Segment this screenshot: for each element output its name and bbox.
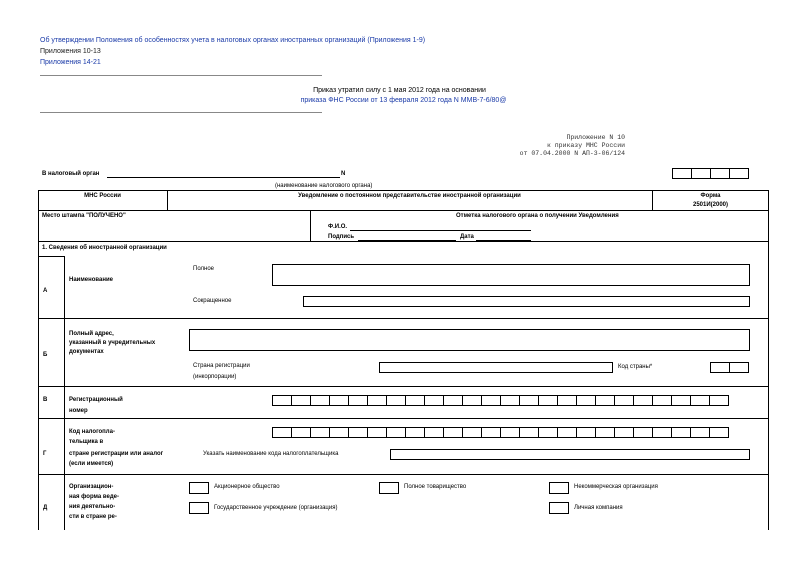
- option-personal-company: Личная компания: [574, 505, 623, 511]
- tax-cell[interactable]: [272, 427, 292, 438]
- reg-cell[interactable]: [633, 395, 653, 406]
- tax-cell[interactable]: [481, 427, 501, 438]
- tax-organ-code-cells[interactable]: [672, 168, 748, 179]
- option-joint-stock: Акционерное общество: [214, 484, 280, 490]
- fio-label: Ф.И.О.: [328, 224, 348, 230]
- option-state-institution: Государственное учреждение (организация): [214, 505, 338, 511]
- country-code-cells[interactable]: [710, 362, 748, 373]
- date-field[interactable]: [476, 240, 531, 241]
- row-g-letter: Г: [43, 451, 47, 457]
- row-v-label-2: номер: [69, 408, 88, 414]
- tax-cell[interactable]: [576, 427, 596, 438]
- tax-organ-name-field[interactable]: [107, 177, 340, 178]
- tax-cell[interactable]: [310, 427, 330, 438]
- row-d-label-2: ная форма веде-: [69, 494, 120, 500]
- tax-cell[interactable]: [614, 427, 634, 438]
- tax-cell[interactable]: [424, 427, 444, 438]
- row-a-letter: А: [43, 288, 48, 294]
- row-a-bottom: [38, 318, 769, 319]
- row-g-letter-divider: [64, 418, 65, 474]
- row-d-letter-divider: [64, 474, 65, 530]
- reg-cell[interactable]: [405, 395, 425, 406]
- reg-cell[interactable]: [614, 395, 634, 406]
- reg-cell[interactable]: [519, 395, 539, 406]
- tax-organ-label: В налоговый орган: [42, 171, 100, 177]
- divider-notice: [40, 112, 322, 113]
- short-name-label: Сокращенное: [193, 298, 232, 304]
- row-d-label-1: Организацион-: [69, 484, 114, 490]
- reg-cell[interactable]: [443, 395, 463, 406]
- reg-cell[interactable]: [272, 395, 292, 406]
- taxpayer-code-hint: Указать наименование кода налогоплательщика: [203, 451, 339, 457]
- row-b-bottom: [38, 386, 769, 387]
- code-cell[interactable]: [729, 168, 749, 179]
- country-label-1: Страна регистрации: [193, 363, 250, 369]
- appendix-14-21-link[interactable]: Приложения 14-21: [40, 59, 101, 66]
- row-b-label-1: Полный адрес,: [69, 331, 114, 337]
- mns-label: МНС России: [84, 193, 121, 199]
- tax-cell[interactable]: [690, 427, 710, 438]
- appendix-line-3: от 07.04.2000 N АП-3-06/124: [519, 150, 625, 157]
- checkbox-partnership[interactable]: [379, 482, 399, 494]
- reg-cell[interactable]: [329, 395, 349, 406]
- tax-cell[interactable]: [633, 427, 653, 438]
- row-g-label: [69, 428, 163, 469]
- title-row-bottom: [38, 210, 769, 211]
- row-v-letter-divider: [64, 386, 65, 418]
- tax-cell[interactable]: [386, 427, 406, 438]
- row-v-label-1: Регистрационный: [69, 397, 123, 403]
- row-v-bottom: [38, 418, 769, 419]
- reg-cell[interactable]: [671, 395, 691, 406]
- reg-cell[interactable]: [291, 395, 311, 406]
- row-a-letter-divider: [64, 256, 65, 318]
- order-link[interactable]: приказа ФНС России от 13 февраля 2012 года N ММВ-7-6/80@: [300, 97, 507, 104]
- reg-cell[interactable]: [500, 395, 520, 406]
- checkbox-nonprofit[interactable]: [549, 482, 569, 494]
- row-d-label-3: ния деятельно-: [69, 504, 116, 510]
- taxpayer-code-name-field[interactable]: [390, 449, 750, 460]
- full-address-field[interactable]: [189, 329, 750, 351]
- signature-field[interactable]: [358, 240, 456, 241]
- tax-cell[interactable]: [500, 427, 520, 438]
- notice-text: [0, 87, 807, 94]
- country-label-2: (инкорпорации): [193, 374, 237, 380]
- reg-cell[interactable]: [424, 395, 444, 406]
- checkbox-joint-stock[interactable]: [189, 482, 209, 494]
- tax-cell[interactable]: [329, 427, 349, 438]
- reg-cell[interactable]: [557, 395, 577, 406]
- appendix-reference: [520, 134, 625, 158]
- full-name-field[interactable]: [272, 264, 750, 286]
- form-label: Форма: [700, 193, 721, 199]
- option-nonprofit: Некоммерческая организация: [574, 484, 658, 490]
- receipt-mark-title: Отметка налогового органа о получении Уведомления: [456, 213, 619, 219]
- reg-cell[interactable]: [576, 395, 596, 406]
- row-b-letter: Б: [43, 352, 48, 358]
- row-g-bottom: [38, 474, 769, 475]
- registration-number-cells[interactable]: [272, 395, 728, 406]
- row-b-label-3: документах: [69, 349, 104, 355]
- reg-cell[interactable]: [310, 395, 330, 406]
- form-code-block: [652, 192, 769, 210]
- tax-cell[interactable]: [709, 427, 729, 438]
- date-label: Дата: [460, 234, 474, 240]
- row-d-label: [69, 483, 119, 522]
- notice-line: Приказ утратил силу с 1 мая 2012 года на основании: [313, 87, 486, 94]
- notice-title: Уведомление о постоянном представительстве иностранной организации: [298, 193, 521, 199]
- option-partnership: Полное товарищество: [404, 484, 467, 490]
- code-cell[interactable]: [710, 168, 730, 179]
- appendix-line-2: к приказу МНС России: [546, 142, 625, 149]
- row-d-letter: Д: [43, 505, 48, 511]
- row-a-label: Наименование: [69, 277, 114, 283]
- tax-cell[interactable]: [652, 427, 672, 438]
- reg-cell[interactable]: [386, 395, 406, 406]
- checkbox-personal-company[interactable]: [549, 502, 569, 514]
- reg-cell[interactable]: [481, 395, 501, 406]
- tax-cell[interactable]: [462, 427, 482, 438]
- reg-cell[interactable]: [348, 395, 368, 406]
- tax-cell[interactable]: [443, 427, 463, 438]
- tax-cell[interactable]: [367, 427, 387, 438]
- reg-cell[interactable]: [595, 395, 615, 406]
- reg-cell[interactable]: [538, 395, 558, 406]
- tax-cell[interactable]: [519, 427, 539, 438]
- tax-cell[interactable]: [538, 427, 558, 438]
- law-title-link[interactable]: Об утверждении Положения об особенностях учета в налоговых органах иностранных организаций (Приложения 1-9): [40, 37, 426, 44]
- country-label: [193, 362, 250, 382]
- taxpayer-code-cells[interactable]: [272, 427, 728, 438]
- form-code: 2501И(2000): [692, 202, 728, 208]
- reg-cell[interactable]: [367, 395, 387, 406]
- row-v-label: [69, 396, 123, 416]
- tax-cell[interactable]: [291, 427, 311, 438]
- row-b-label: [69, 330, 155, 357]
- section-1-title: 1. Сведения об иностранной организации: [42, 245, 167, 251]
- appendix-line-1: Приложение N 10: [566, 134, 625, 141]
- checkbox-state-institution[interactable]: [189, 502, 209, 514]
- reg-cell[interactable]: [690, 395, 710, 406]
- reg-cell[interactable]: [709, 395, 729, 406]
- reg-cell[interactable]: [462, 395, 482, 406]
- appendix-10-13-text: Приложения 10-13: [40, 48, 101, 55]
- row-v-letter: В: [43, 397, 48, 403]
- country-code-label: Код страны*: [618, 364, 653, 370]
- tax-cell[interactable]: [595, 427, 615, 438]
- row-a-top: [38, 256, 65, 257]
- stamp-divider: [310, 210, 311, 241]
- row-d-label-4: сти в стране ре-: [69, 514, 117, 520]
- row-b-letter-divider: [64, 318, 65, 386]
- row-g-label-2: тельщика в: [69, 439, 104, 445]
- tax-organ-caption: (наименование налогового органа): [275, 183, 373, 189]
- short-name-field[interactable]: [303, 296, 750, 307]
- tax-cell[interactable]: [405, 427, 425, 438]
- notice-link-wrap: [0, 97, 807, 104]
- tax-cell[interactable]: [557, 427, 577, 438]
- divider-top: [40, 75, 322, 76]
- reg-cell[interactable]: [652, 395, 672, 406]
- country-code-cell[interactable]: [710, 362, 730, 373]
- country-field[interactable]: [379, 362, 613, 373]
- tax-cell[interactable]: [348, 427, 368, 438]
- row-g-label-1: Код налогопла-: [69, 429, 115, 435]
- code-cell[interactable]: [691, 168, 711, 179]
- tax-organ-n-label: N: [341, 171, 346, 177]
- row-g-label-3: стране регистрации или аналог: [69, 451, 164, 457]
- row-g-label-4: (если имеется): [69, 461, 114, 467]
- row-b-label-2: указанный в учредительных: [69, 340, 156, 346]
- signature-label: Подпись: [328, 234, 355, 240]
- tax-cell[interactable]: [671, 427, 691, 438]
- stamp-place-label: Место штампа "ПОЛУЧЕНО": [42, 213, 126, 219]
- stamp-row-bottom: [38, 241, 769, 242]
- full-name-label: Полное: [193, 266, 215, 272]
- code-cell[interactable]: [672, 168, 692, 179]
- fio-field[interactable]: [350, 230, 531, 231]
- country-code-cell[interactable]: [729, 362, 749, 373]
